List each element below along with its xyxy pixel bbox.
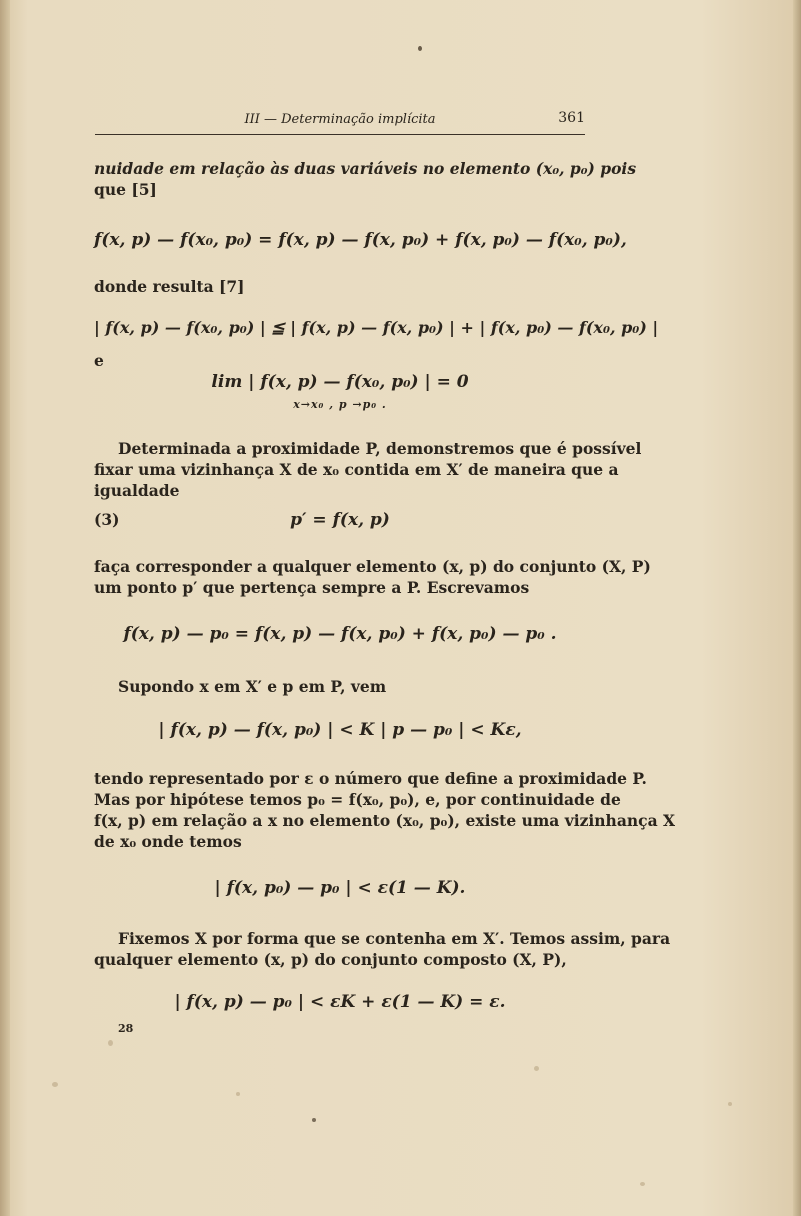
paragraph-e: [94, 350, 586, 371]
foxing-spot: [236, 1092, 240, 1096]
text-line: nuidade em relação às duas variáveis no elemento (x₀, p₀) pois: [94, 159, 637, 178]
text-line: e: [94, 351, 104, 370]
equation-number: (3): [94, 510, 120, 529]
signature-mark: 28: [118, 1022, 134, 1035]
running-title: III — Determinação implícita: [244, 112, 436, 127]
page-right-edge: [793, 0, 801, 1216]
text-line: um ponto p′ que pertença sempre a P. Escrevamos: [94, 578, 530, 597]
text-line: Mas por hipótese temos p₀ = f(x₀, p₀), e, por continuidade de: [94, 790, 621, 809]
equation-final: | f(x, p) — p₀ | < εK + ε(1 — K) = ε.: [174, 992, 506, 1012]
paragraph-fix: [94, 928, 671, 970]
text-line: qualquer elemento (x, p) do conjunto composto (X, P),: [94, 950, 567, 969]
page-left-edge: [0, 0, 10, 1216]
text-line: donde resulta [7]: [94, 277, 245, 296]
text-line: fixar uma vizinhança X de x₀ contida em X′ de maneira que a: [94, 460, 619, 479]
equation-write: f(x, p) — p₀ = f(x, p) — f(x, p₀) + f(x, p₀) — p₀ .: [123, 624, 557, 644]
paragraph-hypothesis: [94, 768, 676, 852]
text-line: Determinada a proximidade P, demonstremos que é possível: [118, 439, 642, 458]
paragraph-supposing: [94, 676, 586, 697]
text-line: igualdade: [94, 481, 180, 500]
paragraph-correspond: [94, 556, 651, 598]
foxing-spot: [52, 1082, 58, 1087]
equation-decomposition: f(x, p) — f(x₀, p₀) = f(x, p) — f(x, p₀) + f(x, p₀) — f(x₀, p₀),: [94, 230, 627, 250]
equation-lipschitz: | f(x, p) — f(x, p₀) | < K | p — p₀ | < Kε,: [158, 720, 522, 740]
text-line: de x₀ onde temos: [94, 832, 242, 851]
equation-mapping: p′ = f(x, p): [290, 510, 390, 530]
text-line: faça corresponder a qualquer elemento (x, p) do conjunto (X, P): [94, 557, 651, 576]
foxing-spot: [108, 1040, 113, 1046]
ink-speck: [312, 1118, 316, 1122]
equation-inequality: | f(x, p) — f(x₀, p₀) | ≦ | f(x, p) — f(x, p₀) | + | f(x, p₀) — f(x₀, p₀) |: [94, 318, 659, 337]
foxing-spot: [534, 1066, 539, 1071]
ink-speck: [418, 46, 422, 51]
text-line: f(x, p) em relação a x no elemento (x₀, p₀), existe uma vizinhança X: [94, 811, 676, 830]
paragraph-donde: [94, 276, 586, 297]
paragraph-continuity: [94, 158, 637, 200]
equation-limit: lim | f(x, p) — f(x₀, p₀) | = 0: [211, 372, 469, 392]
running-header: [95, 110, 585, 130]
foxing-spot: [640, 1182, 645, 1186]
header-rule: [95, 134, 585, 135]
paragraph-proximity: [94, 438, 642, 501]
equation-epsilon-bound: | f(x, p₀) — p₀ | < ε(1 — K).: [214, 878, 466, 898]
foxing-spot: [728, 1102, 732, 1106]
text-line: que [5]: [94, 180, 157, 199]
page-number: 361: [558, 110, 585, 126]
equation-limit-subscript: x→x₀ , p →p₀ .: [293, 398, 387, 411]
text-line: tendo representado por ε o número que define a proximidade P.: [94, 769, 647, 788]
text-line: Supondo x em X′ e p em P, vem: [118, 677, 387, 696]
text-line: Fixemos X por forma que se contenha em X′. Temos assim, para: [118, 929, 671, 948]
